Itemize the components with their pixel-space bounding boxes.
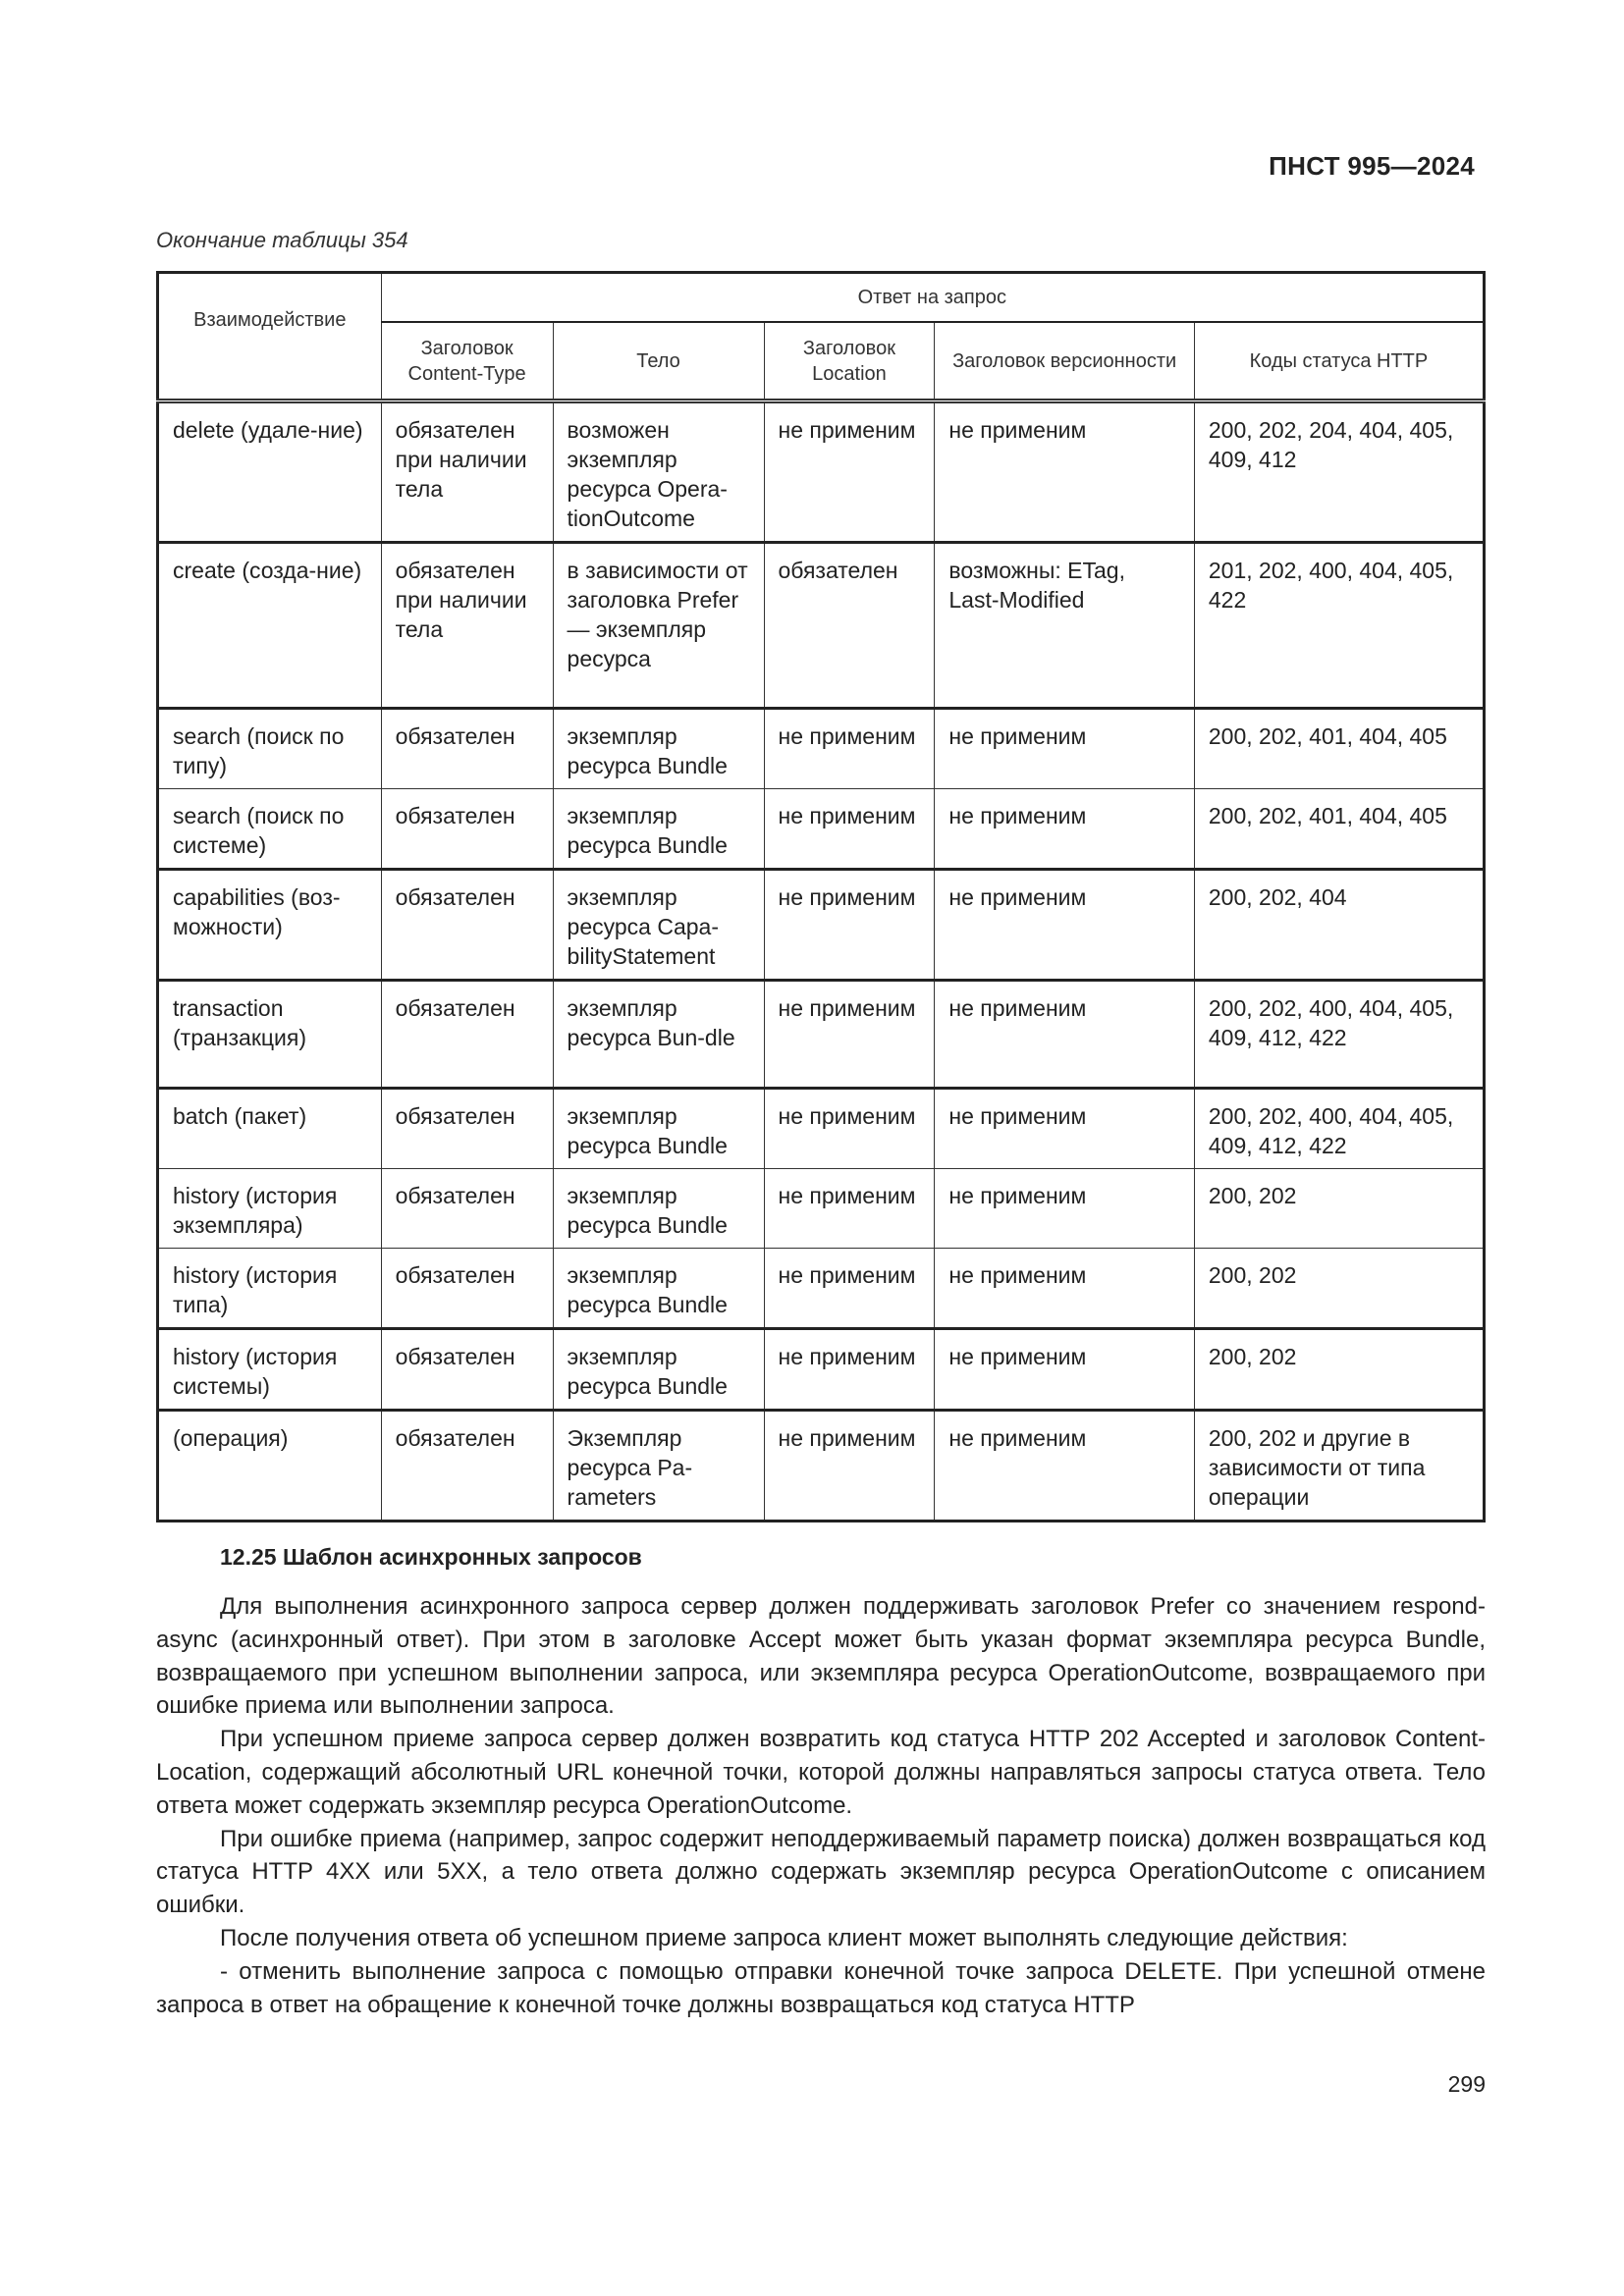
- table-row: [158, 1411, 1485, 1522]
- cell-location: не применим: [764, 709, 935, 789]
- cell-interaction: transaction (транзакция): [158, 981, 382, 1089]
- cell-body: экземпляр ресурса Bundle: [553, 1329, 764, 1411]
- cell-status-codes: 200, 202: [1194, 1169, 1484, 1249]
- table-row: [158, 1329, 1485, 1411]
- cell-versioning: не применим: [935, 981, 1195, 1089]
- cell-interaction: search (поиск по системе): [158, 789, 382, 870]
- cell-versioning: не применим: [935, 1169, 1195, 1249]
- cell-location: не применим: [764, 1411, 935, 1522]
- cell-content-type: обязателен при наличии тела: [381, 543, 553, 709]
- cell-body: экземпляр ресурса Bundle: [553, 1089, 764, 1169]
- cell-location: не применим: [764, 401, 935, 543]
- cell-versioning: не применим: [935, 1249, 1195, 1329]
- group-header-response: Ответ на запрос: [381, 273, 1484, 323]
- section-heading: 12.25 Шаблон асинхронных запросов: [220, 1544, 642, 1570]
- table-row: [158, 1169, 1485, 1249]
- table-row: [158, 1249, 1485, 1329]
- cell-status-codes: 201, 202, 400, 404, 405, 422: [1194, 543, 1484, 709]
- cell-versioning: не применим: [935, 789, 1195, 870]
- cell-body: экземпляр ресурса Capa-bilityStatement: [553, 870, 764, 981]
- cell-interaction: batch (пакет): [158, 1089, 382, 1169]
- cell-status-codes: 200, 202, 401, 404, 405: [1194, 709, 1484, 789]
- paragraph: При успешном приеме запроса сервер должен возвратить код статуса HTTP 202 Accepted и заголовок Content-Location, содержащий абсолютный URL конечной точки, которой должны направляться запросы статуса ответа. Тело ответа может содержать экземпляр ресурса OperationOutcome.: [156, 1726, 1486, 1819]
- cell-status-codes: 200, 202, 401, 404, 405: [1194, 789, 1484, 870]
- table-row: [158, 870, 1485, 981]
- column-header-location: Заголовок Location: [764, 322, 935, 401]
- column-header-status-codes: Коды статуса HTTP: [1194, 322, 1484, 401]
- paragraph: После получения ответа об успешном приеме запроса клиент может выполнять следующие действия:: [220, 1924, 1348, 1951]
- cell-content-type: обязателен: [381, 709, 553, 789]
- column-header-body: Тело: [553, 322, 764, 401]
- table-row: [158, 1089, 1485, 1169]
- cell-content-type: обязателен: [381, 1249, 553, 1329]
- cell-location: не применим: [764, 1169, 935, 1249]
- cell-content-type: обязателен: [381, 1089, 553, 1169]
- cell-body: в зависимости от заголовка Prefer — экземпляр ресурса: [553, 543, 764, 709]
- paragraph: Для выполнения асинхронного запроса сервер должен поддерживать заголовок Prefer со значением respond-async (асинхронный ответ). При этом в заголовке Accept может быть указан формат экземпляра ресурса Bundle, возвращаемого при успешном выполнении запроса, или экземпляра ресурса OperationOutcome, возвращаемого при ошибке приема или выполнении запроса.: [156, 1593, 1486, 1720]
- table-row: [158, 709, 1485, 789]
- cell-interaction: (операция): [158, 1411, 382, 1522]
- table-row: [158, 981, 1485, 1089]
- cell-status-codes: 200, 202 и другие в зависимости от типа операции: [1194, 1411, 1484, 1522]
- cell-versioning: не применим: [935, 709, 1195, 789]
- cell-interaction: create (созда-ние): [158, 543, 382, 709]
- cell-interaction: delete (удале-ние): [158, 401, 382, 543]
- section-body: [156, 1590, 1486, 2021]
- cell-content-type: обязателен: [381, 870, 553, 981]
- cell-body: экземпляр ресурса Bundle: [553, 1249, 764, 1329]
- paragraph: При ошибке приема (например, запрос содержит неподдерживаемый параметр поиска) должен возвращаться код статуса HTTP 4XX или 5XX, а тело ответа должно содержать экземпляр ресурса OperationOutcome с описанием ошибки.: [156, 1825, 1486, 1919]
- cell-interaction: history (история типа): [158, 1249, 382, 1329]
- cell-location: не применим: [764, 1089, 935, 1169]
- cell-versioning: не применим: [935, 401, 1195, 543]
- cell-interaction: history (история экземпляра): [158, 1169, 382, 1249]
- cell-status-codes: 200, 202: [1194, 1329, 1484, 1411]
- cell-status-codes: 200, 202: [1194, 1249, 1484, 1329]
- cell-location: не применим: [764, 1329, 935, 1411]
- cell-interaction: history (история системы): [158, 1329, 382, 1411]
- cell-body: возможен экземпляр ресурса Opera-tionOutcome: [553, 401, 764, 543]
- cell-location: не применим: [764, 1249, 935, 1329]
- cell-content-type: обязателен: [381, 1411, 553, 1522]
- cell-body: Экземпляр ресурса Pa-rameters: [553, 1411, 764, 1522]
- cell-versioning: не применим: [935, 1089, 1195, 1169]
- cell-body: экземпляр ресурса Bundle: [553, 709, 764, 789]
- paragraph: - отменить выполнение запроса с помощью отправки конечной точке запроса DELETE. При успешной отмене запроса в ответ на обращение к конечной точке должны возвращаться код статуса HTTP: [156, 1957, 1486, 2018]
- cell-content-type: обязателен: [381, 1329, 553, 1411]
- http-response-table: [156, 271, 1486, 1522]
- cell-content-type: обязателен: [381, 1169, 553, 1249]
- cell-interaction: capabilities (воз-можности): [158, 870, 382, 981]
- cell-versioning: не применим: [935, 870, 1195, 981]
- cell-content-type: обязателен: [381, 789, 553, 870]
- cell-content-type: обязателен: [381, 981, 553, 1089]
- cell-location: обязателен: [764, 543, 935, 709]
- cell-location: не применим: [764, 789, 935, 870]
- cell-status-codes: 200, 202, 400, 404, 405, 409, 412, 422: [1194, 1089, 1484, 1169]
- table-caption: Окончание таблицы 354: [156, 228, 408, 252]
- cell-body: экземпляр ресурса Bundle: [553, 1169, 764, 1249]
- cell-interaction: search (поиск по типу): [158, 709, 382, 789]
- table-row: [158, 401, 1485, 543]
- cell-content-type: обязателен при наличии тела: [381, 401, 553, 543]
- cell-versioning: не применим: [935, 1329, 1195, 1411]
- table-row: [158, 543, 1485, 709]
- column-header-interaction: Взаимодействие: [158, 273, 382, 401]
- page-number: 299: [1447, 2071, 1486, 2097]
- cell-body: экземпляр ресурса Bundle: [553, 789, 764, 870]
- cell-location: не применим: [764, 870, 935, 981]
- table-row: [158, 789, 1485, 870]
- cell-status-codes: 200, 202, 204, 404, 405, 409, 412: [1194, 401, 1484, 543]
- column-header-content-type: Заголовок Content-Type: [381, 322, 553, 401]
- column-header-versioning: Заголовок версионности: [935, 322, 1195, 401]
- cell-versioning: возможны: ETag, Last-Modified: [935, 543, 1195, 709]
- cell-versioning: не применим: [935, 1411, 1195, 1522]
- document-code: ПНСТ 995—2024: [1269, 151, 1475, 181]
- cell-location: не применим: [764, 981, 935, 1089]
- cell-body: экземпляр ресурса Bun-dle: [553, 981, 764, 1089]
- cell-status-codes: 200, 202, 404: [1194, 870, 1484, 981]
- cell-status-codes: 200, 202, 400, 404, 405, 409, 412, 422: [1194, 981, 1484, 1089]
